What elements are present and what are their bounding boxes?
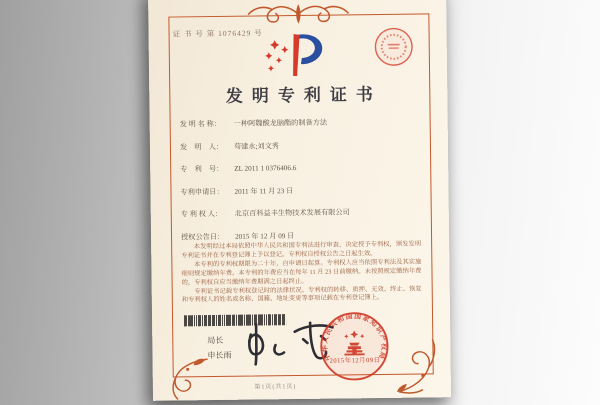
seal-ring-text: 中华人民共和国国家知识产权局 — [321, 313, 387, 362]
field-label: 发 明 名 称： — [179, 119, 222, 129]
issuer-block — [207, 334, 231, 364]
field-value: 北京百科益丰生物技术发展有限公司 — [234, 208, 350, 219]
field-invention-name — [180, 117, 420, 130]
bottom-right-flourish-icon — [392, 335, 443, 396]
legal-paragraph-3: 专利证书记载专利权登记时的法律状况。专利权的转移、质押、无效、终止、恢复和专利权人的姓名或名称、国籍、地址变更等事项记载在专利登记簿上。 — [181, 285, 422, 304]
ornament-center-leaf — [296, 4, 301, 23]
seal-date: 2015年12月09日 — [329, 357, 381, 365]
field-value: 一种阿魏酸龙脑酯的制备方法 — [233, 118, 328, 128]
official-seal-icon — [318, 310, 391, 383]
field-patent-number — [180, 162, 420, 175]
patent-office-logo-icon — [261, 32, 332, 79]
field-label: 发 明 人： — [179, 142, 224, 152]
certificate-number: 证 书 号 第 1076429 号 — [172, 28, 263, 39]
field-value: 苟建永;刘文秀 — [233, 141, 280, 151]
field-inventors — [180, 139, 420, 152]
certificate-paper — [148, 0, 451, 401]
legal-paragraph-1: 本发明经过本局依照中华人民共和国专利法进行审查，决定授予专利权，颁发发明专利证书并在专利登记簿上予以登记。专利权自授权公告之日起生效。 — [181, 240, 422, 260]
field-label: 专 利 权 人： — [180, 210, 223, 219]
field-list — [180, 117, 422, 255]
field-value: 2015 年 12 月 09 日 — [234, 232, 295, 241]
issuer-name: 申长雨 — [207, 350, 232, 360]
field-value: ZL 2011 1 0376406.6 — [234, 164, 297, 173]
bottom-left-flourish-icon — [163, 355, 210, 402]
field-label: 专利申请日： — [180, 187, 224, 197]
field-label: 授权公告日： — [181, 232, 225, 242]
field-label: 专 利 号： — [180, 165, 224, 174]
field-application-date — [180, 184, 420, 197]
page-number-footer: 第1页(共1页) — [254, 384, 297, 391]
issuer-title: 局长 — [207, 335, 224, 346]
field-value: 2011 年 11 月 23 日 — [234, 186, 294, 196]
legal-paragraph-2: 本专利的专利权期限为二十年，自申请日起算。专利权人应当依照专利法及其实施细则规定缴纳年费。本专利的年费应当在每年 11 月 23 日前缴纳。未按照规定缴纳年费的，专利权自应当缴纳年费期满之日起终止。 — [181, 258, 422, 287]
field-patentee — [181, 207, 421, 220]
certificate-title: 发明专利证书 — [225, 84, 382, 106]
legal-text-block — [181, 241, 422, 306]
red-corner-stamp-icon — [373, 27, 413, 67]
